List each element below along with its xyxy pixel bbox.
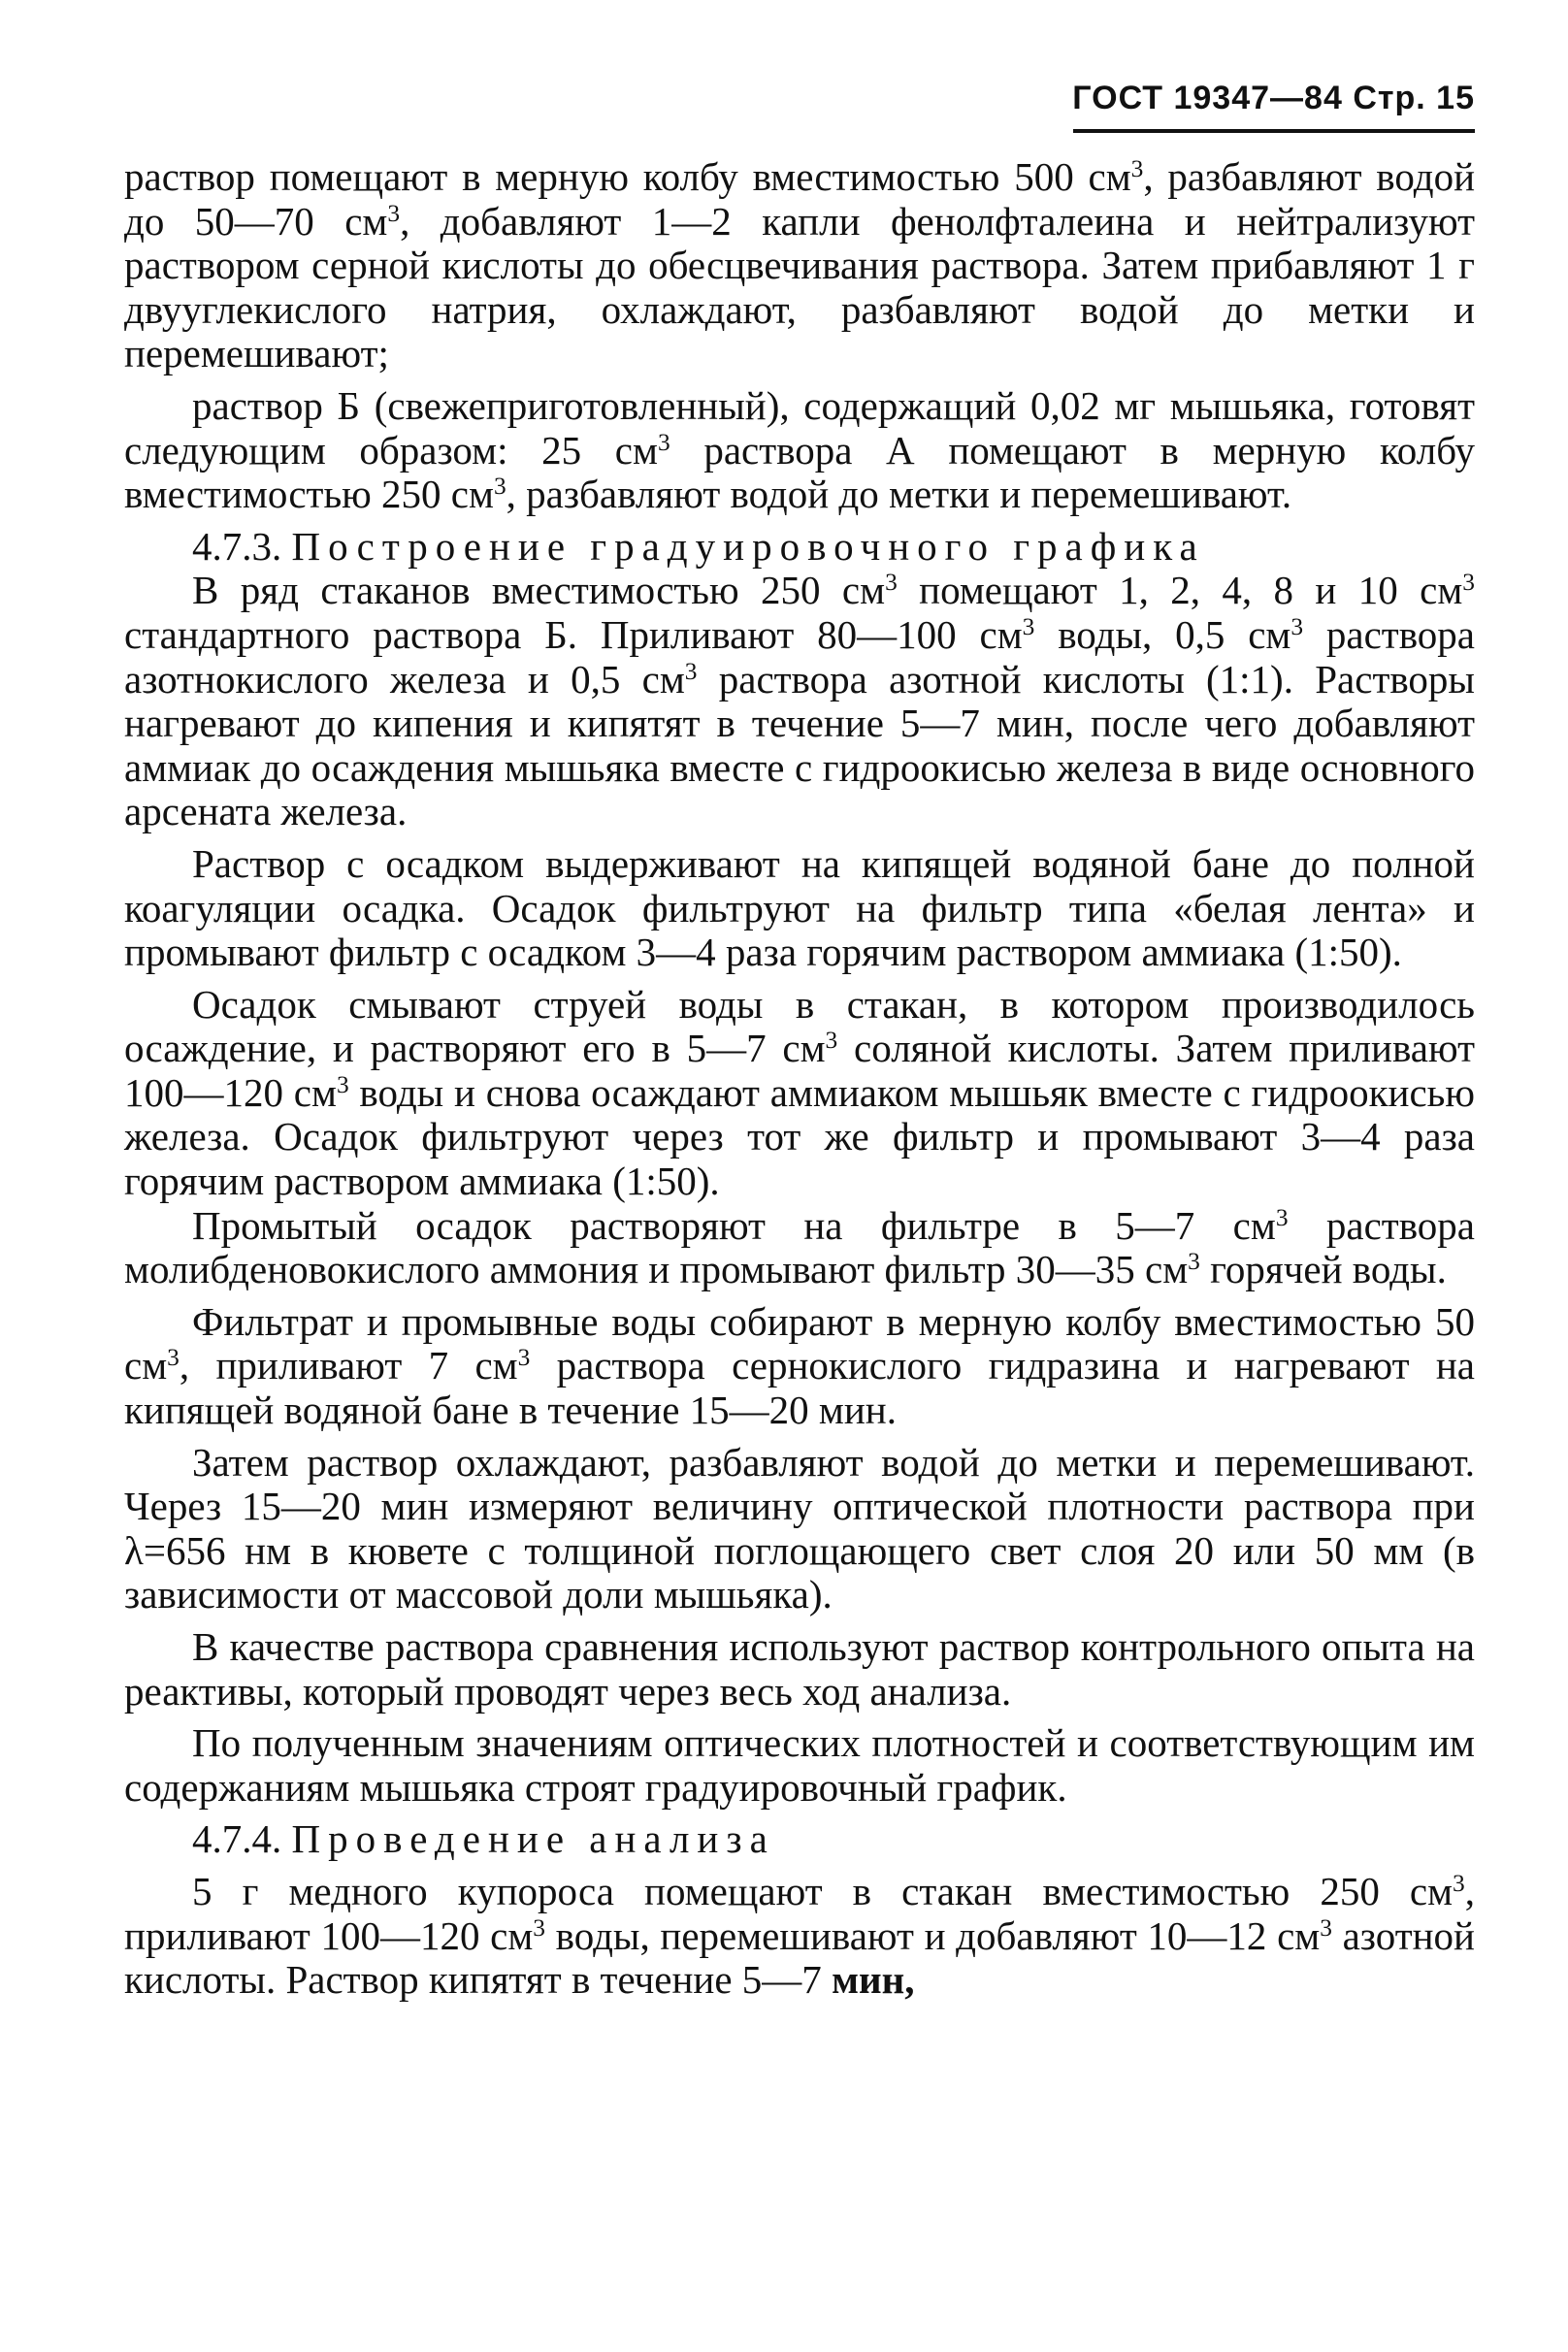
paragraph-coagulation: Раствор с осадком выдерживают на кипящей водяной бане до полной коагуляции осадка. Осадок фильтруют на фильтр типа «белая лента» и промывают фильтр с осадком 3—4 раза горячим раствором аммиака (1:50).: [124, 840, 1475, 975]
section-title: Проведение анализа: [291, 1816, 775, 1862]
page-header: [1067, 80, 1475, 117]
section-number: 4.7.4.: [192, 1816, 282, 1862]
paragraph-reprecipitation: Осадок смывают струей воды в стакан, в котором производилось осаждение, и растворяют его в 5—7 $см^3$ соляной кислоты. Затем приливают 100—120 $см^3$ воды и снова осаждают аммиаком мышьяк вместе с гидроокисью железа. Осадок фильтруют через тот же фильтр и промывают 3—4 раза горячим раствором аммиака (1:50).: [124, 981, 1475, 1204]
paragraph-dissolve-precipitate: Промытый осадок растворяют на фильтре в 5—7 $см^3$ раствора молибденовокислого аммония и промывают фильтр 30—35 $см^3$ горячей воды.: [124, 1202, 1475, 1292]
paragraph-analysis: 5 г медного купороса помещают в стакан вместимостью 250 $см^3$, приливают 100—120 $см^3$ воды, перемешивают и добавляют 10—12 $см^3$ азотной кислоты. Раствор кипятят в течение 5—7 мин,: [124, 1868, 1476, 2003]
header-rule: [1073, 129, 1475, 133]
paragraph-solution-a-continued: раствор помещают в мерную колбу вместимостью 500 $см^3$, разбавляют водой до 50—70 $см^3$, добавляют 1—2 капли фенолфталеина и нейтрализуют раствором серной кислоты до обесцвечивания раствора. Затем прибавляют 1 г двууглекислого натрия, охлаждают, разбавляют водой до метки и перемешивают;: [124, 154, 1476, 376]
paragraph-filtrate: Фильтрат и промывные воды собирают в мерную колбу вместимостью 50 $см^3$, приливают 7 $см^3$ раствора сернокислого гидразина и нагревают на кипящей водяной бане в течение 15—20 мин.: [124, 1298, 1475, 1433]
standard-number: ГОСТ 19347—84: [1072, 80, 1343, 116]
section-title: Построение градуировочного графика: [291, 523, 1205, 569]
paragraph-optical-density: Затем раствор охлаждают, разбавляют водой до метки и перемешивают. Через 15—20 мин измеряют величину оптической плотности раствора при λ=656 нм в кювете с толщиной поглощающего свет слоя 20 или 50 мм (в зависимости от массовой доли мышьяка).: [124, 1439, 1475, 1617]
paragraph-calibration-graph: По полученным значениям оптических плотностей и соответствующим им содержаниям мышьяка строят градуировочный график.: [124, 1720, 1475, 1810]
paragraph-solution-b: раствор Б (свежеприготовленный), содержащий 0,02 мг мышьяка, готовят следующим образом: 25 $см^3$ раствора А помещают в мерную колбу вместимостью 250 $см^3$, разбавляют водой до метки и перемешивают.: [124, 382, 1475, 517]
paragraph-calibration-series: В ряд стаканов вместимостью 250 $см^3$ помещают 1, 2, 4, 8 и 10 $см^3$ стандартного раствора Б. Приливают 80—100 $см^3$ воды, 0,5 $см^3$ раствора азотнокислого железа и 0,5 $см^3$ раствора азотной кислоты (1:1). Растворы нагревают до кипения и кипятят в течение 5—7 мин, после чего добавляют аммиак до осаждения мышьяка вместе с гидроокисью железа в виде основного арсената железа.: [124, 568, 1475, 834]
section-heading-4-7-3: [124, 525, 1475, 570]
paragraph-reference-solution: В качестве раствора сравнения используют раствор контрольного опыта на реактивы, который проводят через весь ход анализа.: [124, 1624, 1475, 1714]
section-heading-4-7-4: [124, 1817, 1475, 1862]
body-text: [124, 155, 1475, 2003]
section-number: 4.7.3.: [192, 523, 282, 569]
page-number: Стр. 15: [1353, 80, 1475, 116]
